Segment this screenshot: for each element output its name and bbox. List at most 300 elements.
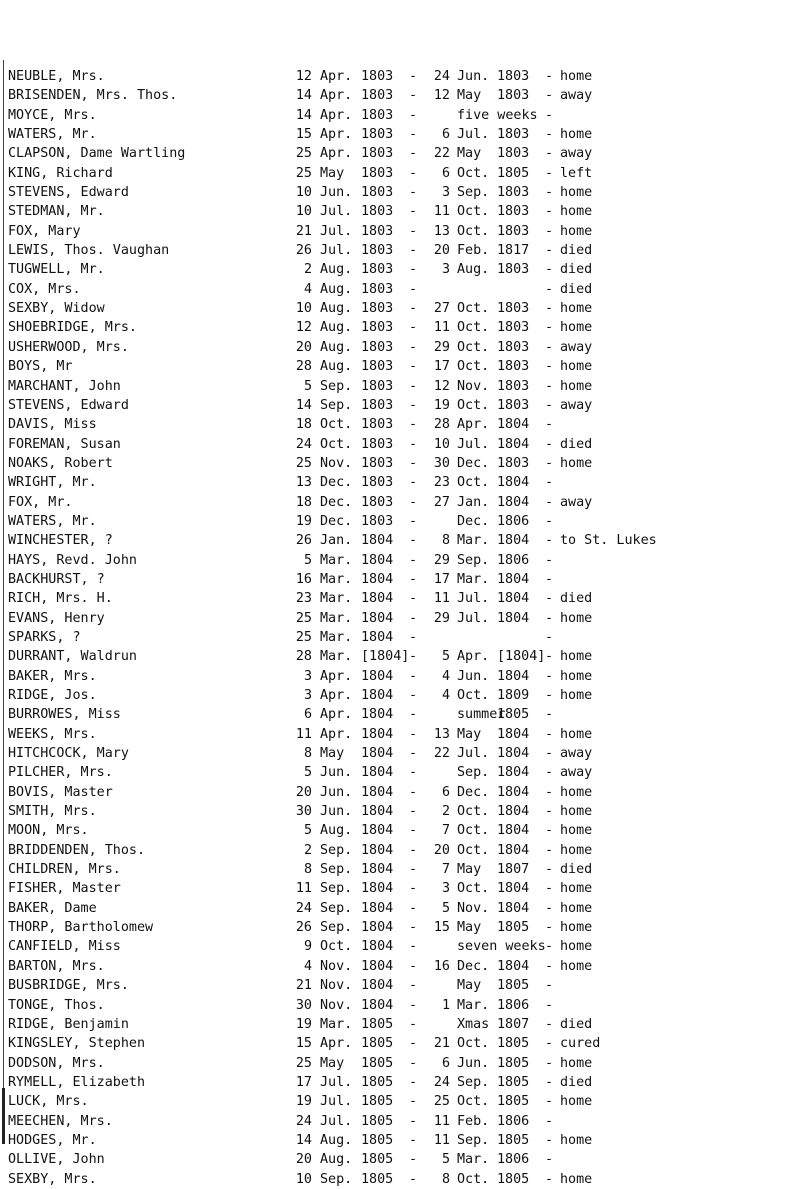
admission-year: 1803 [361, 513, 394, 529]
admission-year: 1803 [361, 320, 394, 336]
discharge-month: seven weeks [457, 939, 546, 955]
discharge-month: Jul. [457, 746, 490, 762]
outcome: left [560, 165, 593, 181]
outcome-separator: - [545, 455, 554, 471]
discharge-month: May [457, 862, 482, 878]
date-separator: - [409, 1152, 418, 1168]
admission-day: 26 [295, 243, 312, 259]
admission-year: 1804 [361, 707, 394, 723]
patient-name: USHERWOOD, Mrs. [8, 339, 129, 355]
admission-month: Mar. [320, 649, 353, 665]
discharge-month: Jul. [457, 127, 490, 143]
outcome-separator: - [545, 436, 554, 452]
patient-name: DODSON, Mrs. [8, 1055, 105, 1071]
patient-name: WATERS, Mr. [8, 127, 97, 143]
admission-day: 21 [295, 223, 312, 239]
date-separator: - [409, 1055, 418, 1071]
admission-day: 9 [303, 939, 312, 955]
admission-day: 23 [295, 591, 312, 607]
admission-month: Dec. [320, 513, 353, 529]
date-separator: - [409, 958, 418, 974]
admission-year: 1803 [361, 223, 394, 239]
discharge-month: May [457, 146, 482, 162]
outcome-separator: - [545, 1036, 554, 1052]
admission-year: 1805 [361, 1152, 394, 1168]
patient-name: BOVIS, Master [8, 784, 113, 800]
admission-day: 24 [295, 1113, 312, 1129]
discharge-month: Oct. [457, 823, 490, 839]
admission-day: 19 [295, 1094, 312, 1110]
date-separator: - [409, 707, 418, 723]
discharge-month: Jul. [457, 591, 490, 607]
discharge-month: Oct. [457, 1036, 490, 1052]
outcome: home [560, 842, 593, 858]
admission-day: 14 [295, 397, 312, 413]
outcome: died [560, 591, 593, 607]
outcome-separator: - [545, 920, 554, 936]
admission-year: 1803 [361, 146, 394, 162]
discharge-month: Sep. [457, 765, 490, 781]
outcome-separator: - [545, 939, 554, 955]
patient-name: BUSBRIDGE, Mrs. [8, 978, 129, 994]
patient-name: BRISENDEN, Mrs. Thos. [8, 88, 178, 104]
discharge-year: 1803 [497, 262, 530, 278]
admission-day: 4 [303, 281, 312, 297]
date-separator: - [409, 1016, 418, 1032]
discharge-year: 1805 [497, 920, 530, 936]
discharge-year: 1804 [497, 958, 530, 974]
admission-year: 1803 [361, 107, 394, 123]
discharge-month: Feb. [457, 1113, 490, 1129]
patient-name: SHOEBRIDGE, Mrs. [8, 320, 137, 336]
discharge-month: five weeks [457, 107, 538, 123]
admission-month: Mar. [320, 610, 353, 626]
outcome-separator: - [545, 494, 554, 510]
outcome: home [560, 378, 593, 394]
date-separator: - [409, 455, 418, 471]
discharge-month: Oct. [457, 204, 490, 220]
discharge-month: May [457, 920, 482, 936]
admission-year: 1803 [361, 301, 394, 317]
outcome-separator: - [545, 281, 554, 297]
patient-name: FOREMAN, Susan [8, 436, 121, 452]
admission-month: Sep. [320, 862, 353, 878]
outcome: home [560, 610, 593, 626]
date-separator: - [409, 475, 418, 491]
discharge-day: 7 [441, 862, 450, 878]
patient-name: TUGWELL, Mr. [8, 262, 105, 278]
admission-month: Jun. [320, 765, 353, 781]
outcome-separator: - [545, 243, 554, 259]
outcome-separator: - [545, 591, 554, 607]
admission-year: 1804 [361, 900, 394, 916]
patient-name: SEXBY, Mrs. [8, 1171, 97, 1187]
discharge-day: 17 [433, 359, 450, 375]
admission-day: 25 [295, 1055, 312, 1071]
admission-year: 1803 [361, 436, 394, 452]
outcome-separator: - [545, 1152, 554, 1168]
date-separator: - [409, 997, 418, 1013]
outcome-separator: - [545, 397, 554, 413]
discharge-month: May [457, 978, 482, 994]
date-separator: - [409, 823, 418, 839]
outcome-separator: - [545, 1074, 554, 1090]
admission-year: 1803 [361, 494, 394, 510]
outcome: died [560, 436, 593, 452]
admission-month: Sep. [320, 920, 353, 936]
patient-name: COX, Mrs. [8, 281, 81, 297]
admission-month: Jun. [320, 804, 353, 820]
admission-year: 1803 [361, 417, 394, 433]
outcome-separator: - [545, 784, 554, 800]
date-separator: - [409, 978, 418, 994]
discharge-month: Jan. [457, 494, 490, 510]
outcome-separator: - [545, 223, 554, 239]
page-margin-line-bottom [2, 1088, 5, 1144]
patient-name: RIDGE, Jos. [8, 688, 97, 703]
discharge-day: 22 [433, 146, 450, 162]
admission-year: 1803 [361, 455, 394, 471]
discharge-month: Oct. [457, 397, 490, 413]
admission-day: 5 [303, 765, 312, 781]
date-separator: - [409, 765, 418, 781]
admission-day: 2 [303, 262, 312, 278]
discharge-year: 1804 [497, 417, 530, 433]
discharge-year: 1803 [497, 301, 530, 317]
discharge-year: 1806 [497, 552, 530, 568]
patient-name: TONGE, Thos. [8, 997, 105, 1013]
outcome: home [560, 1055, 593, 1071]
admission-month: Jun. [320, 185, 353, 201]
admission-month: Jul. [320, 1074, 353, 1090]
discharge-day: 3 [441, 262, 450, 278]
outcome-separator: - [545, 688, 554, 703]
discharge-day: 6 [441, 784, 450, 800]
discharge-day: 27 [433, 301, 450, 317]
outcome: home [560, 204, 593, 220]
discharge-year: 1803 [497, 397, 530, 413]
patient-name: BURROWES, Miss [8, 707, 121, 723]
admission-month: Apr. [320, 668, 353, 684]
outcome-separator: - [545, 610, 554, 626]
admission-month: Aug. [320, 262, 353, 278]
admission-month: Oct. [320, 939, 353, 955]
discharge-year: 1804 [497, 668, 530, 684]
admission-month: Apr. [320, 107, 353, 123]
discharge-month: Aug. [457, 262, 490, 278]
outcome: home [560, 223, 593, 239]
outcome: away [560, 494, 593, 510]
admission-month: May [320, 746, 345, 762]
discharge-year: [1804] [497, 649, 546, 665]
admission-month: Jul. [320, 1094, 353, 1110]
admission-month: Jul. [320, 204, 353, 220]
patient-name: CLAPSON, Dame Wartling [8, 146, 186, 162]
admission-day: 15 [295, 127, 312, 143]
discharge-day: 2 [441, 804, 450, 820]
patient-name: MOYCE, Mrs. [8, 107, 97, 123]
admission-month: Nov. [320, 978, 353, 994]
admission-day: 3 [303, 688, 312, 703]
admission-day: 12 [295, 320, 312, 336]
date-separator: - [409, 746, 418, 762]
patient-name: CANFIELD, Miss [8, 939, 121, 955]
admission-day: 25 [295, 610, 312, 626]
outcome-separator: - [545, 862, 554, 878]
admission-month: May [320, 165, 345, 181]
discharge-month: Dec. [457, 455, 490, 471]
discharge-year: 1805 [497, 1171, 530, 1187]
discharge-day: 22 [433, 746, 450, 762]
admission-year: 1803 [361, 185, 394, 201]
outcome: home [560, 1171, 593, 1187]
discharge-year: 1803 [497, 69, 530, 84]
admission-day: 20 [295, 784, 312, 800]
outcome-separator: - [545, 707, 554, 723]
admission-month: Mar. [320, 571, 353, 587]
outcome-separator: - [545, 978, 554, 994]
discharge-month: Oct. [457, 475, 490, 491]
patient-name: WINCHESTER, ? [8, 533, 113, 549]
admission-day: 11 [295, 881, 312, 897]
admission-day: 18 [295, 417, 312, 433]
admission-day: 24 [295, 436, 312, 452]
discharge-year: 1804 [497, 475, 530, 491]
discharge-day: 12 [433, 88, 450, 104]
discharge-month: Mar. [457, 533, 490, 549]
discharge-month: Jul. [457, 610, 490, 626]
admission-day: 25 [295, 165, 312, 181]
admission-month: Sep. [320, 378, 353, 394]
discharge-year: 1806 [497, 997, 530, 1013]
outcome-separator: - [545, 165, 554, 181]
discharge-year: 1807 [497, 862, 530, 878]
discharge-month: Apr. [457, 649, 490, 665]
admission-month: Sep. [320, 1171, 353, 1187]
patient-name: EVANS, Henry [8, 610, 105, 626]
page-margin-line [3, 60, 4, 1140]
outcome: cured [560, 1036, 601, 1052]
outcome-separator: - [545, 262, 554, 278]
date-separator: - [409, 629, 418, 645]
patient-name: CHILDREN, Mrs. [8, 862, 121, 878]
date-separator: - [409, 842, 418, 858]
discharge-day: 11 [433, 320, 450, 336]
outcome: home [560, 900, 593, 916]
outcome: home [560, 920, 593, 936]
discharge-year: 1803 [497, 359, 530, 375]
discharge-month: Sep. [457, 1132, 490, 1148]
discharge-month: summer [457, 707, 506, 723]
outcome-separator: - [545, 533, 554, 549]
admission-month: Apr. [320, 707, 353, 723]
discharge-day: 24 [433, 69, 450, 84]
outcome-separator: - [545, 301, 554, 317]
discharge-month: Dec. [457, 958, 490, 974]
patient-name: SPARKS, ? [8, 629, 81, 645]
discharge-day: 11 [433, 1113, 450, 1129]
discharge-year: 1804 [497, 823, 530, 839]
discharge-month: Mar. [457, 997, 490, 1013]
outcome-separator: - [545, 107, 554, 123]
patient-name: MEECHEN, Mrs. [8, 1113, 113, 1129]
outcome-separator: - [545, 204, 554, 220]
date-separator: - [409, 359, 418, 375]
patient-name: NEUBLE, Mrs. [8, 69, 105, 84]
admission-day: 19 [295, 513, 312, 529]
discharge-year: 1809 [497, 688, 530, 703]
discharge-day: 15 [433, 920, 450, 936]
outcome-separator: - [545, 552, 554, 568]
admission-month: Aug. [320, 301, 353, 317]
admission-month: Aug. [320, 359, 353, 375]
discharge-month: Dec. [457, 513, 490, 529]
patient-name: DURRANT, Waldrun [8, 649, 137, 665]
outcome: home [560, 1094, 593, 1110]
admission-month: Jun. [320, 784, 353, 800]
admission-month: Jul. [320, 1113, 353, 1129]
discharge-day: 6 [441, 165, 450, 181]
discharge-day: 7 [441, 823, 450, 839]
date-separator: - [409, 591, 418, 607]
patient-name: STEDMAN, Mr. [8, 204, 105, 220]
discharge-year: 1803 [497, 88, 530, 104]
outcome-separator: - [545, 823, 554, 839]
admission-month: Nov. [320, 958, 353, 974]
discharge-month: Jun. [457, 69, 490, 84]
date-separator: - [409, 668, 418, 684]
discharge-day: 24 [433, 1074, 450, 1090]
discharge-month: Nov. [457, 900, 490, 916]
admission-day: 4 [303, 958, 312, 974]
admission-day: 10 [295, 301, 312, 317]
admission-year: 1803 [361, 69, 394, 84]
outcome-separator: - [545, 997, 554, 1013]
outcome: died [560, 862, 593, 878]
outcome-separator: - [545, 1094, 554, 1110]
date-separator: - [409, 939, 418, 955]
patient-name: BAKER, Mrs. [8, 668, 97, 684]
admission-day: 26 [295, 920, 312, 936]
outcome-separator: - [545, 88, 554, 104]
date-separator: - [409, 320, 418, 336]
discharge-month: Oct. [457, 223, 490, 239]
date-separator: - [409, 301, 418, 317]
patient-name: THORP, Bartholomew [8, 920, 154, 936]
discharge-year: 1803 [497, 127, 530, 143]
date-separator: - [409, 533, 418, 549]
discharge-month: Jun. [457, 1055, 490, 1071]
admission-month: Sep. [320, 900, 353, 916]
admission-day: 15 [295, 1036, 312, 1052]
discharge-year: 1804 [497, 804, 530, 820]
outcome-separator: - [545, 571, 554, 587]
admission-day: 5 [303, 823, 312, 839]
date-separator: - [409, 920, 418, 936]
admission-year: 1804 [361, 765, 394, 781]
patient-name: NOAKS, Robert [8, 455, 113, 471]
admission-year: 1804 [361, 629, 394, 645]
outcome: away [560, 746, 593, 762]
date-separator: - [409, 262, 418, 278]
date-separator: - [409, 1074, 418, 1090]
admission-day: 25 [295, 455, 312, 471]
admission-year: 1805 [361, 1094, 394, 1110]
discharge-month: Jun. [457, 668, 490, 684]
discharge-day: 20 [433, 842, 450, 858]
outcome-separator: - [545, 359, 554, 375]
admission-day: 20 [295, 339, 312, 355]
patient-name: STEVENS, Edward [8, 397, 129, 413]
admission-day: 24 [295, 900, 312, 916]
admission-day: 18 [295, 494, 312, 510]
outcome: home [560, 784, 593, 800]
discharge-day: 17 [433, 571, 450, 587]
admission-year: 1804 [361, 610, 394, 626]
discharge-month: Sep. [457, 185, 490, 201]
admission-month: Oct. [320, 417, 353, 433]
admission-year: 1805 [361, 1036, 394, 1052]
admission-month: Apr. [320, 146, 353, 162]
outcome-separator: - [545, 1113, 554, 1129]
admission-day: 28 [295, 359, 312, 375]
discharge-month: Oct. [457, 804, 490, 820]
outcome-separator: - [545, 629, 554, 645]
outcome: away [560, 339, 593, 355]
admission-year: 1803 [361, 339, 394, 355]
patient-name: MOON, Mrs. [8, 823, 89, 839]
discharge-month: Apr. [457, 417, 490, 433]
date-separator: - [409, 1036, 418, 1052]
discharge-day: 8 [441, 1171, 450, 1187]
discharge-year: 1803 [497, 455, 530, 471]
date-separator: - [409, 185, 418, 201]
admission-day: 21 [295, 978, 312, 994]
outcome-separator: - [545, 146, 554, 162]
admission-year: 1804 [361, 823, 394, 839]
outcome-separator: - [545, 69, 554, 84]
discharge-year: 1803 [497, 204, 530, 220]
date-separator: - [409, 397, 418, 413]
discharge-year: 1803 [497, 339, 530, 355]
date-separator: - [409, 146, 418, 162]
discharge-day: 25 [433, 1094, 450, 1110]
discharge-year: 1804 [497, 900, 530, 916]
patient-name: WATERS, Mr. [8, 513, 97, 529]
admission-year: 1804 [361, 746, 394, 762]
discharge-year: 1807 [497, 1016, 530, 1032]
admission-day: 14 [295, 88, 312, 104]
discharge-month: Dec. [457, 784, 490, 800]
outcome-separator: - [545, 339, 554, 355]
outcome: home [560, 804, 593, 820]
date-separator: - [409, 494, 418, 510]
admission-day: 2 [303, 842, 312, 858]
admission-month: Apr. [320, 88, 353, 104]
discharge-year: 1803 [497, 185, 530, 201]
admission-month: Apr. [320, 69, 353, 84]
patient-name: FOX, Mr. [8, 494, 73, 510]
admission-month: Mar. [320, 591, 353, 607]
discharge-month: Jul. [457, 436, 490, 452]
admission-year: 1803 [361, 359, 394, 375]
discharge-year: 1804 [497, 726, 530, 742]
date-separator: - [409, 881, 418, 897]
patient-name: MARCHANT, John [8, 378, 121, 394]
discharge-year: 1806 [497, 1152, 530, 1168]
admission-day: 13 [295, 475, 312, 491]
admission-year: 1804 [361, 842, 394, 858]
